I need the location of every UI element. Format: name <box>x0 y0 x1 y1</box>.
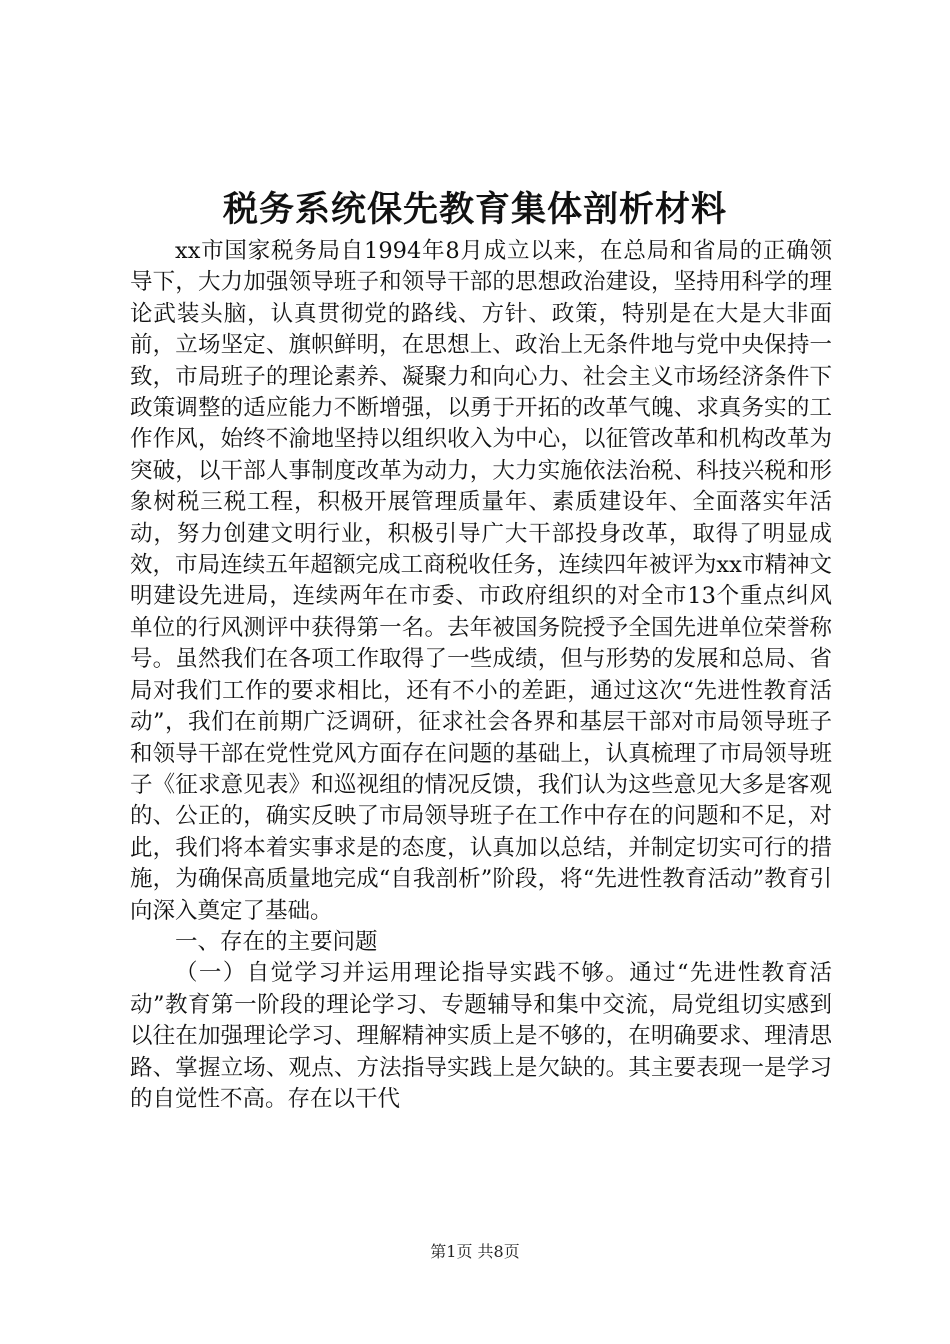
document-body <box>130 236 832 1115</box>
section-heading: 一、存在的主要问题 <box>175 928 378 955</box>
paragraph-subsection-1: （一）自觉学习并运用理论指导实践不够。通过“先进性教育活动”教育第一阶段的理论学习、专题辅导和集中交流，局党组切实感到以往在加强理论学习、理解精神实质上是不够的，在明确要求、理清思路、掌握立场、观点、方法指导实践上是欠缺的。其主要表现一是学习的自觉性不高。存在以干代 <box>130 960 832 1112</box>
paragraph-intro: xx市国家税务局自1994年8月成立以来，在总局和省局的正确领导下，大力加强领导班子和领导干部的思想政治建设，坚持用科学的理论武装头脑，认真贯彻党的路线、方针、政策，特别是在大是大非面前，立场坚定、旗帜鲜明，在思想上、政治上无条件地与党中央保持一致，市局班子的理论素养、凝聚力和向心力、社会主义市场经济条件下政策调整的适应能力不断增强，以勇于开拓的改革气魄、求真务实的工作作风，始终不渝地坚持以组织收入为中心，以征管改革和机构改革为突破，以干部人事制度改革为动力，大力实施依法治税、科技兴税和形象树税三税工程，积极开展管理质量年、素质建设年、全面落实年活动，努力创建文明行业，积极引导广大干部投身改革，取得了明显成效，市局连续五年超额完成工商税收任务，连续四年被评为xx市精神文明建设先进局，连续两年在市委、市政府组织的对全市13个重点纠风单位的行风测评中获得第一名。去年被国务院授予全国先进单位荣誉称号。虽然我们在各项工作取得了一些成绩，但与形势的发展和总局、省局对我们工作的要求相比，还有不小的差距，通过这次“先进性教育活动”，我们在前期广泛调研，征求社会各界和基层干部对市局领导班子和领导干部在党性党风方面存在问题的基础上，认真梳理了市局领导班子《征求意见表》和巡视组的情况反馈，我们认为这些意见大多是客观的、公正的，确实反映了市局领导班子在工作中存在的问题和不足，对此，我们将本着实事求是的态度，认真加以总结，并制定切实可行的措施，为确保高质量地完成“自我剖析”阶段，将“先进性教育活动”教育引向深入奠定了基础。 <box>130 238 832 924</box>
page-footer: 第1页 共8页 <box>430 1242 520 1261</box>
document-title: 税务系统保先教育集体剖析材料 <box>222 189 727 230</box>
